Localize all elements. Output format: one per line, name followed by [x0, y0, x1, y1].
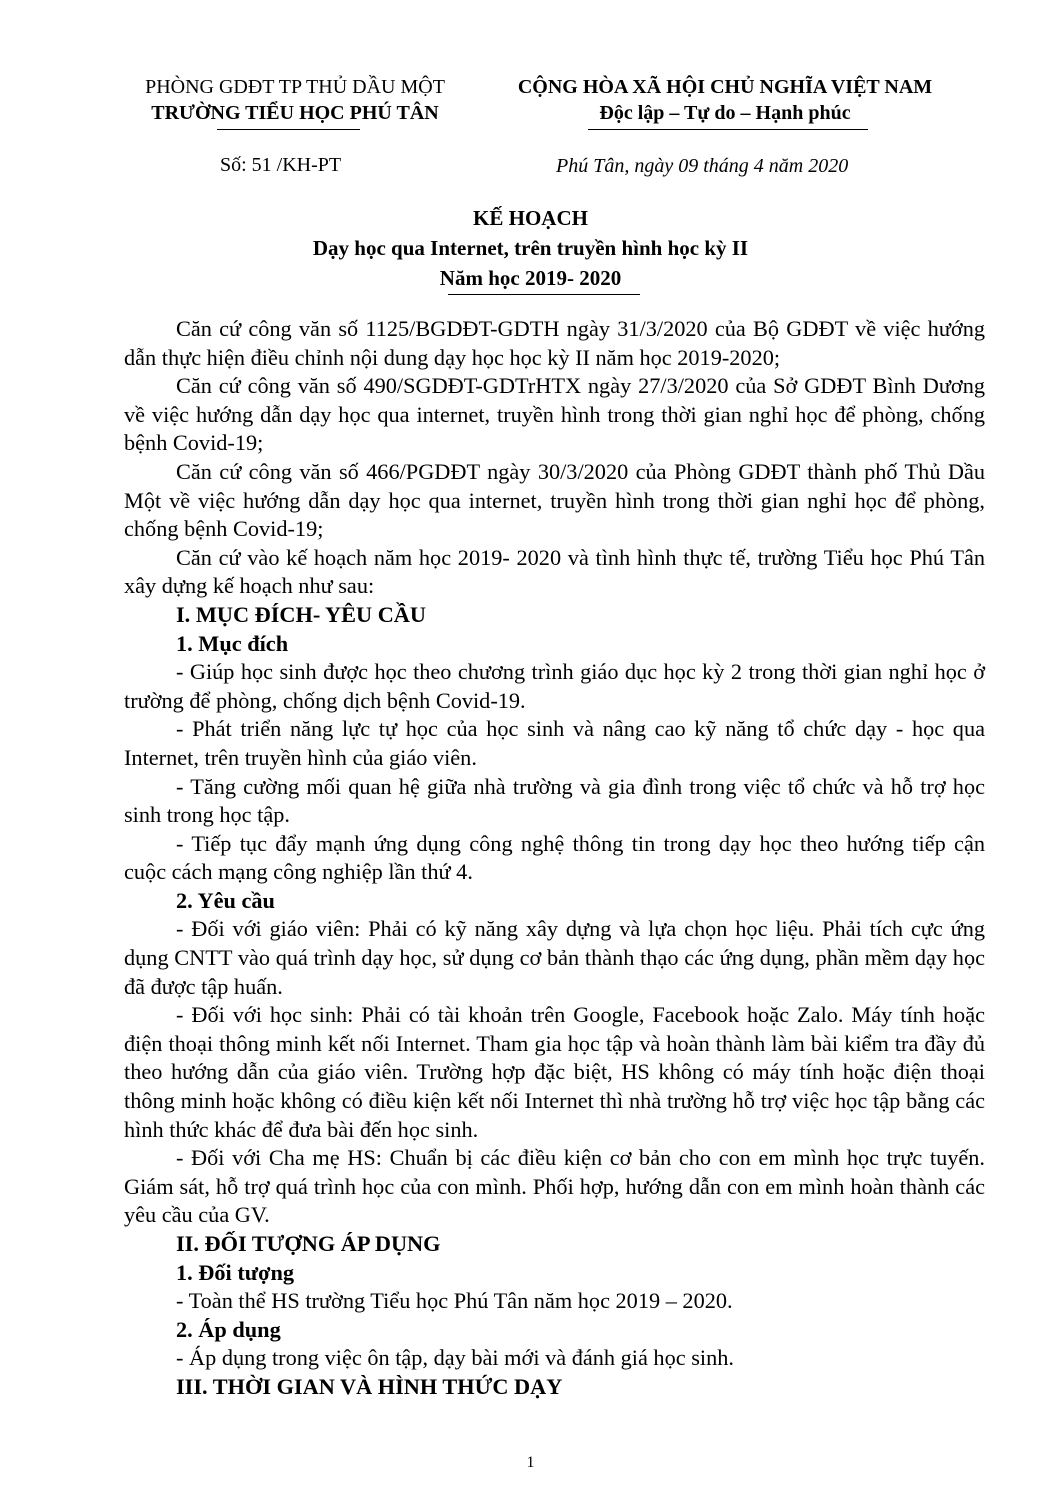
document-number: Số: 51 /KH-PT	[220, 154, 342, 176]
paragraph-purpose-4: - Tiếp tục đẩy mạnh ứng dụng công nghệ thông tin trong dạy học theo hướng tiếp cận cuộc cách mạng công nghiệp lần thứ 4.	[124, 830, 985, 885]
paragraph-application: - Áp dụng trong việc ôn tập, dạy bài mới và đánh giá học sinh.	[176, 1345, 734, 1371]
paragraph-subjects: - Toàn thể HS trường Tiểu học Phú Tân năm học 2019 – 2020.	[176, 1288, 733, 1314]
title-line-3: Năm học 2019- 2020	[439, 266, 622, 290]
date-line: Phú Tân, ngày 09 tháng 4 năm 2020	[556, 155, 849, 177]
motto-line-2: Độc lập – Tự do – Hạnh phúc	[599, 102, 851, 124]
paragraph-basis-2: Căn cứ công văn số 490/SGDĐT-GDTrHTX ngày 27/3/2020 của Sở GDĐT Bình Dương về việc hướng dẫn dạy học qua internet, truyền hình trong thời gian nghỉ học để phòng, chống bệnh Covid-19;	[124, 373, 985, 456]
paragraph-basis-3: Căn cứ công văn số 466/PGDĐT ngày 30/3/2020 của Phòng GDĐT thành phố Thủ Dầu Một về việc hướng dẫn dạy học qua internet, truyền hình trong thời gian nghỉ học để phòng, chống bệnh Covid-19;	[124, 458, 985, 542]
paragraph-purpose-3: - Tăng cường mối quan hệ giữa nhà trường và gia đình trong việc tổ chức và hỗ trợ học sinh trong học tập.	[124, 773, 985, 828]
paragraph-req-parents: - Đối với Cha mẹ HS: Chuẩn bị các điều kiện cơ bản cho con em mình học trực tuyến. Giám sát, hỗ trợ quá trình học của con mình. Phối hợp, hướng dẫn con em mình hoàn thành các yêu cầu của GV.	[124, 1145, 985, 1228]
motto-underline	[588, 129, 868, 130]
paragraph-basis-4: Căn cứ vào kế hoạch năm học 2019- 2020 và tình hình thực tế, trường Tiểu học Phú Tân xây dựng kế hoạch như sau:	[124, 544, 985, 599]
subheading-purpose: 1. Mục đích	[176, 630, 289, 656]
title-line-1: KẾ HOẠCH	[473, 206, 588, 230]
section-heading-3: III. THỜI GIAN VÀ HÌNH THỨC DẠY	[176, 1373, 563, 1399]
issuing-agency	[100, 74, 490, 126]
subheading-subjects: 1. Đối tượng	[176, 1259, 295, 1285]
agency-underline	[217, 129, 360, 130]
paragraph-purpose-1: - Giúp học sinh được học theo chương trình giáo dục học kỳ 2 trong thời gian nghỉ học ở trường để phòng, chống dịch bệnh Covid-19.	[124, 659, 985, 713]
paragraph-basis-1: Căn cứ công văn số 1125/BGDĐT-GDTH ngày 31/3/2020 của Bộ GDĐT về việc hướng dẫn thực hiện điều chỉnh nội dung dạy học học kỳ II năm học 2019-2020;	[124, 316, 985, 370]
title-underline	[448, 294, 640, 295]
paragraph-req-teachers: - Đối với giáo viên: Phải có kỹ năng xây dựng và lựa chọn học liệu. Phải tích cực ứng dụng CNTT vào quá trình dạy học, sử dụng cơ bản thành thạo các ứng dụng, phần mềm dạy học đã được tập huấn.	[124, 916, 985, 999]
motto-line-1: CỘNG HÒA XÃ HỘI CHỦ NGHĨA VIỆT NAM	[517, 76, 933, 98]
paragraph-purpose-2: - Phát triển năng lực tự học của học sinh và nâng cao kỹ năng tổ chức dạy - học qua Internet, trên truyền hình của giáo viên.	[124, 716, 985, 770]
document-body	[124, 315, 985, 1402]
title-line-2: Dạy học qua Internet, trên truyền hình học kỳ II	[312, 236, 749, 260]
document-title	[0, 203, 1061, 293]
agency-line-2: TRƯỜNG TIỂU HỌC PHÚ TÂN	[151, 102, 439, 124]
page-number: 1	[526, 1454, 535, 1471]
agency-line-1: PHÒNG GDĐT TP THỦ DẦU MỘT	[145, 76, 445, 98]
paragraph-req-students: - Đối với học sinh: Phải có tài khoản trên Google, Facebook hoặc Zalo. Máy tính hoặc điện thoại thông minh kết nối Internet. Tham gia học tập và hoàn thành làm bài kiểm tra đầy đủ theo hướng dẫn của giáo viên. Trường hợp đặc biệt, HS không có máy tính hoặc điện thoại thông minh hoặc không có điều kiện kết nối Internet thì nhà trường hỗ trợ việc học tập bằng các hình thức khác để đưa bài đến học sinh.	[124, 1002, 985, 1142]
section-heading-1: I. MỤC ĐÍCH- YÊU CẦU	[176, 601, 427, 627]
subheading-requirements: 2. Yêu cầu	[176, 887, 275, 913]
subheading-application: 2. Áp dụng	[176, 1316, 281, 1342]
national-motto	[480, 74, 970, 126]
section-heading-2: II. ĐỐI TƯỢNG ÁP DỤNG	[176, 1231, 441, 1256]
